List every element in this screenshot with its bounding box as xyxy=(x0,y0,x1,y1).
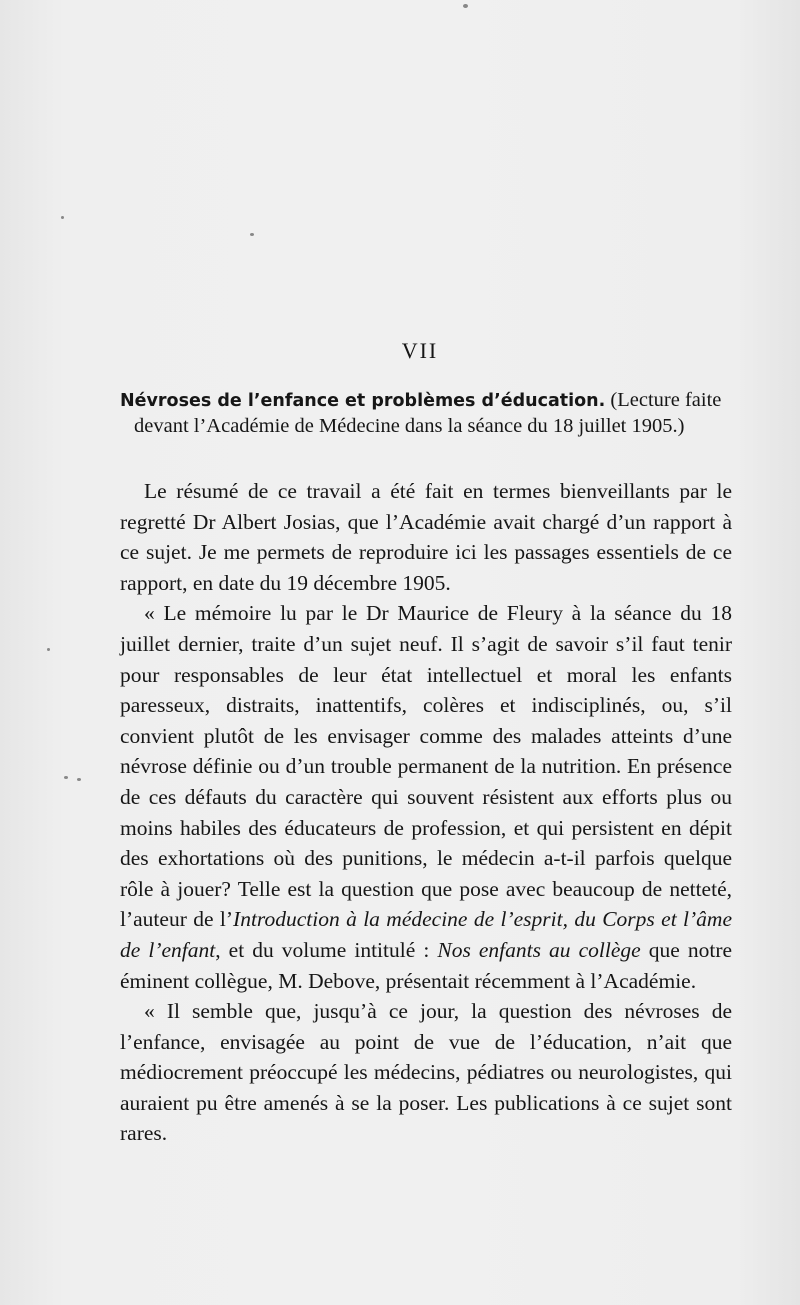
chapter-heading xyxy=(120,388,730,439)
book-title-nos-enfants: Nos enfants au collège xyxy=(437,937,641,962)
paragraph-2-text-3: que notre éminent collègue, M. Debove, présentait récemment à l’Académie. xyxy=(120,937,733,993)
paragraph-3: « Il semble que, jusqu’à ce jour, la question des névroses de l’enfance, envisagée au point de vue de l’éducation, n’ait que médiocrement préoccupé les médecins, pédiatres ou neurologistes, qui auraient pu être amenés à se la poser. Les publications à ce sujet sont rares. xyxy=(120,999,732,1146)
chapter-subtitle-part1: (Lecture faite xyxy=(605,389,722,411)
page-speck xyxy=(77,778,81,781)
page-speck xyxy=(64,776,68,779)
body-text xyxy=(120,476,732,1149)
paragraph-1: Le résumé de ce travail a été fait en termes bienveillants par le regretté Dr Albert Josias, que l’Académie avait chargé d’un rapport à ce sujet. Je me permets de reproduire ici les passages essentiels de ce rapport, en date du 19 décembre 1905. xyxy=(120,479,732,595)
paragraph-2-text-1: « Le mémoire lu par le Dr Maurice de Fleury à la séance du 18 juillet dernier, traite d’un sujet neuf. Il s’agit de savoir s’il faut tenir pour responsables de leur état intellectuel et moral les enfants paresseux, distraits, inattentifs, colères et indisciplinés, ou, s’il convient plutôt de les envisager comme des malades atteints d’une névrose définie ou d’un trouble permanent de la nutrition. En présence de ces défauts du caractère qui souvent résistent aux efforts plus ou moins habiles des éducateurs de profession, et qui persistent en dépit des exhortations où des punitions, le médecin a-t-il parfois quelque rôle à jouer? Telle est la question que pose avec beaucoup de netteté, l’auteur de xyxy=(120,601,732,932)
page-speck xyxy=(47,648,50,651)
page-speck xyxy=(250,233,254,236)
chapter-subtitle-part2: devant l’Académie de Médecine dans la séance du 18 juillet 1905.) xyxy=(134,415,685,437)
paragraph-2-text-2: , et du volume intitulé : xyxy=(215,937,438,962)
chapter-number: VII xyxy=(401,338,439,363)
chapter-title: Névroses de l’enfance et problèmes d’éducation. xyxy=(120,391,606,411)
book-title-prefix: l’ xyxy=(219,907,234,932)
book-title-introduction: Introduction à la médecine de l’esprit, du Corps et l’âme de l’enfant xyxy=(120,907,732,962)
page-speck xyxy=(463,4,468,8)
page-speck xyxy=(61,216,64,219)
paragraph-2 xyxy=(120,598,732,996)
